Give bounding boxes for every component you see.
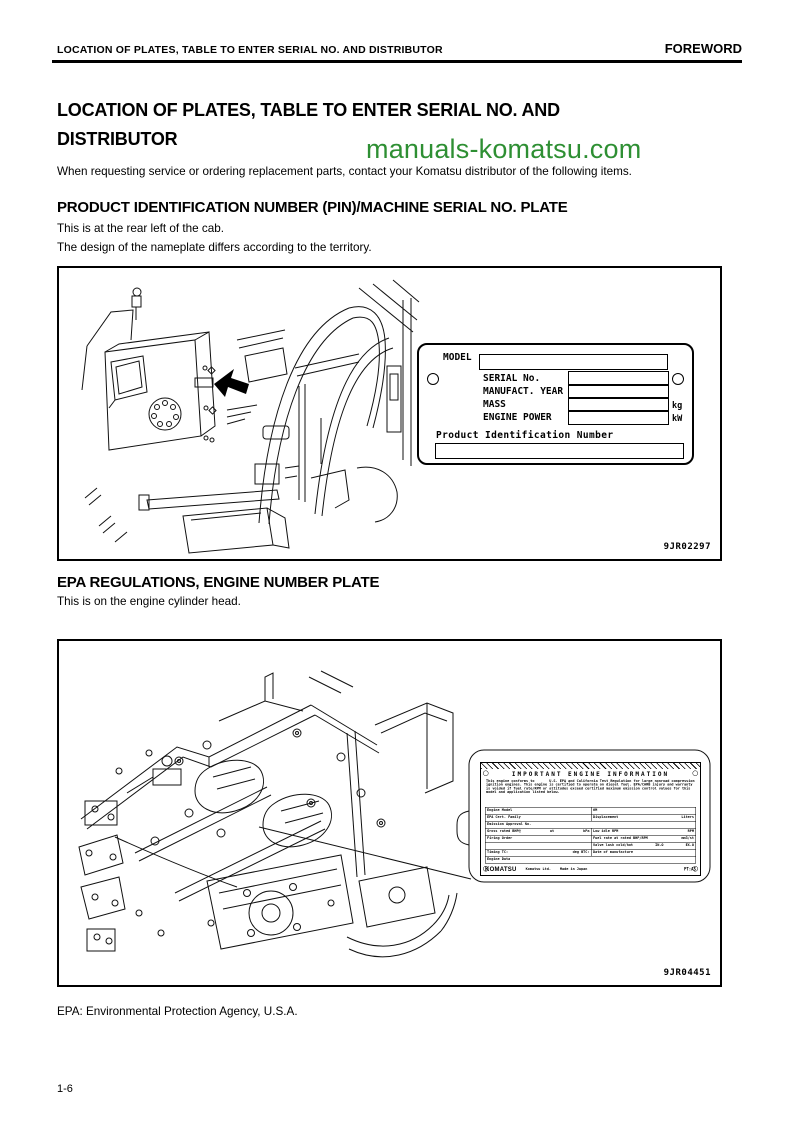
header-rule	[52, 60, 742, 63]
value-boxes	[568, 371, 669, 425]
epa-body-line1: This is on the engine cylinder head.	[57, 595, 241, 608]
table-row: EPA Cert. Family Displacement Liters	[486, 815, 696, 822]
plate-footer	[485, 865, 696, 874]
table-row: Emission Approval No.	[486, 822, 696, 829]
epa-footnote: EPA: Environmental Protection Agency, U.S.A.	[57, 1005, 298, 1018]
table-row: Engine Data	[486, 857, 696, 864]
power-unit: kW	[672, 414, 683, 424]
table-row: Firing Order Fuel rate at rated BHP/RPM mm3/st	[486, 836, 696, 843]
pin-body-line1: This is at the rear left of the cab.	[57, 222, 224, 235]
figure-engine-plate	[57, 639, 722, 987]
machine-serial-nameplate	[417, 343, 694, 465]
plate-hole-right	[672, 373, 684, 385]
model-value-box	[479, 354, 668, 370]
table-row: Valve lash cold/hot IN.O EX.O	[486, 843, 696, 850]
pin-value-box	[435, 443, 684, 459]
company-name: Komatsu Ltd.	[525, 867, 551, 871]
serial-label: SERIAL No.	[483, 373, 541, 384]
pin-body-line2: The design of the nameplate differs according to the territory.	[57, 241, 372, 254]
mass-unit: kg	[672, 401, 683, 411]
power-label: ENGINE POWER	[483, 412, 552, 423]
running-header-left: LOCATION OF PLATES, TABLE TO ENTER SERIAL NO. AND DISTRIBUTOR	[57, 44, 443, 56]
section-heading-epa: EPA REGULATIONS, ENGINE NUMBER PLATE	[57, 574, 380, 591]
table-row: Engine Model 6M	[486, 808, 696, 815]
page-title-line1: LOCATION OF PLATES, TABLE TO ENTER SERIAL NO. AND	[57, 100, 560, 120]
figure-code: 9JR02297	[663, 542, 711, 552]
running-header-right: FOREWORD	[664, 41, 742, 56]
mass-label: MASS	[483, 399, 506, 410]
page-number: 1-6	[57, 1083, 73, 1095]
epa-engine-plate	[480, 762, 700, 875]
table-row: Gross rated BHP@ at kPa Low idle RPM RPM	[486, 829, 696, 836]
figure-pin-plate	[57, 266, 722, 561]
pin-label: Product Identification Number	[436, 430, 614, 441]
table-row: Timing TC: deg BTC: Date of manufacture	[486, 850, 696, 857]
plate-hole-left	[427, 373, 439, 385]
plate-table	[485, 807, 696, 864]
plate-paragraph: This engine conforms to U.S. EPA and California Test Regulation for large nonroad compression ignition engines. This engine is certified to operate on diesel fuel. EPA/CARB injury and warranty is voided if fuel rate/RPM or altitudes exceed certified maximum emission control values for this model and application listed below.	[486, 779, 697, 795]
year-label: MANUFACT. YEAR	[483, 386, 564, 397]
intro-text: When requesting service or ordering replacement parts, contact your Komatsu distributor of the following items.	[57, 165, 632, 178]
komatsu-logo: KOMATSU	[485, 865, 517, 873]
plate-hatch-border	[481, 763, 700, 769]
made-in: Made in Japan	[559, 867, 588, 871]
plate-title: IMPORTANT ENGINE INFORMATION	[511, 770, 670, 778]
plate-part-code: PT:A5	[683, 866, 696, 872]
page-title-line2: DISTRIBUTOR	[57, 129, 178, 149]
model-label: MODEL	[443, 352, 472, 363]
watermark: manuals-komatsu.com	[366, 134, 642, 164]
figure-code: 9JR04451	[663, 968, 711, 978]
section-heading-pin: PRODUCT IDENTIFICATION NUMBER (PIN)/MACHINE SERIAL NO. PLATE	[57, 199, 568, 216]
